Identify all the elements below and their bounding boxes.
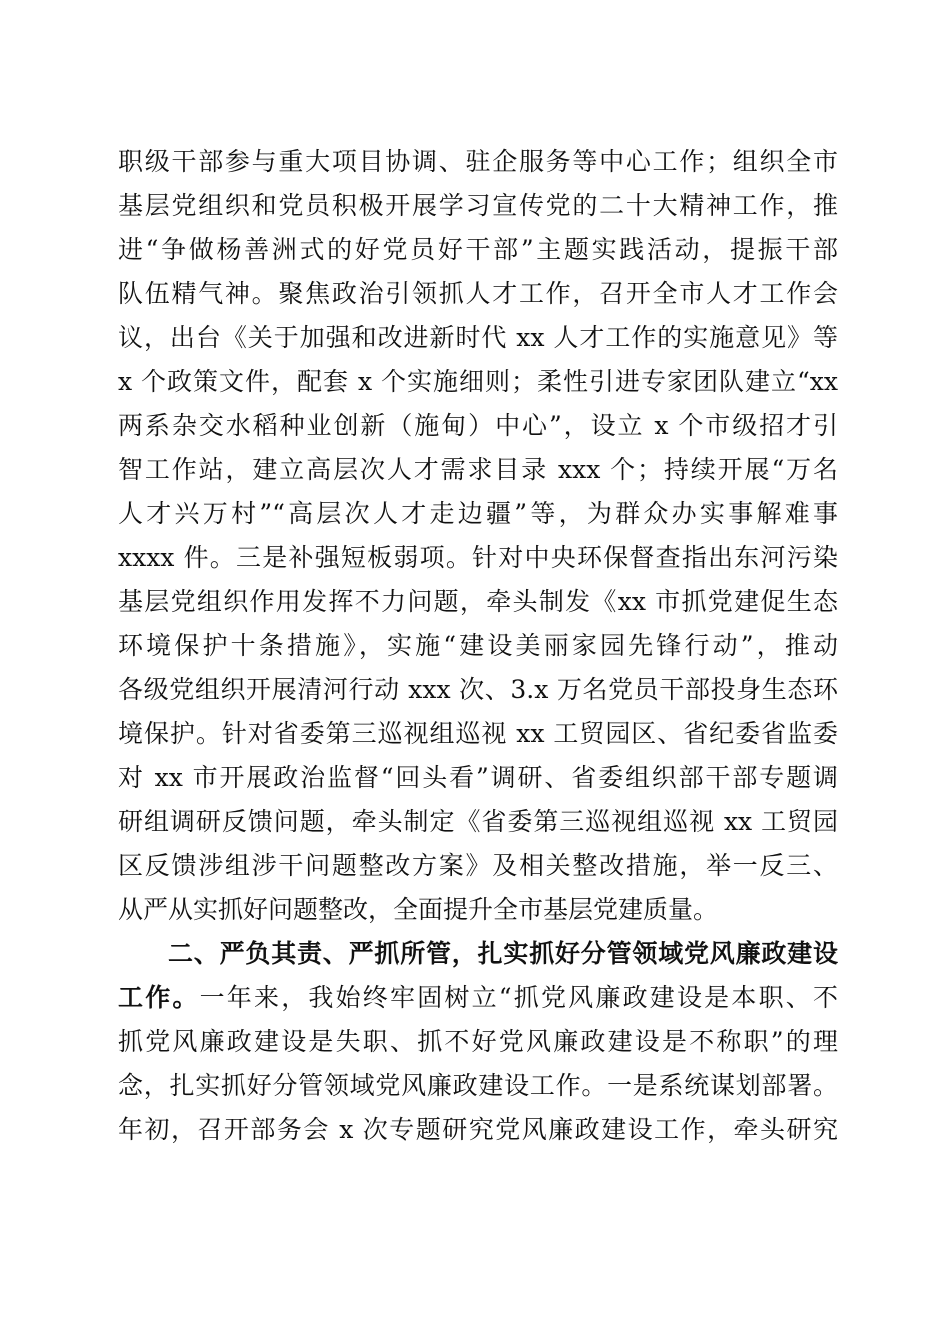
section-heading-tail: 工作。 (118, 983, 200, 1012)
paragraph-line: 年初，召开部务会 x 次专题研究党风廉政建设工作，牵头研究 (118, 1115, 838, 1144)
paragraph-line-rest: 一年来，我始终牢固树立“抓党风廉政建设是本职、不 (199, 983, 838, 1012)
paragraph-line: 两系杂交水稻种业创新（施甸）中心”，设立 x 个市级招才引 (118, 411, 838, 440)
paragraph-line: 职级干部参与重大项目协调、驻企服务等中心工作；组织全市 (118, 147, 838, 176)
paragraph-line: 抓党风廉政建设是失职、抓不好党风廉政建设是不称职”的理 (118, 1027, 838, 1056)
body-text (118, 140, 838, 1152)
paragraph-line: 研组调研反馈问题，牵头制定《省委第三巡视组巡视 xx 工贸园 (118, 807, 838, 836)
paragraph-line: 境保护。针对省委第三巡视组巡视 xx 工贸园区、省纪委省监委 (118, 719, 838, 748)
paragraph-line: 人才兴万村”“高层次人才走边疆”等，为群众办实事解难事 (118, 499, 838, 528)
paragraph-line: 智工作站，建立高层次人才需求目录 xxx 个；持续开展“万名 (118, 455, 838, 484)
paragraph-line: 区反馈涉组涉干问题整改方案》及相关整改措施，举一反三、 (118, 851, 838, 880)
paragraph-line: 队伍精气神。聚焦政治引领抓人才工作，召开全市人才工作会 (118, 279, 838, 308)
paragraph-line: xxxx 件。三是补强短板弱项。针对中央环保督查指出东河污染 (118, 543, 838, 572)
paragraph-line: 基层党组织和党员积极开展学习宣传党的二十大精神工作，推 (118, 191, 838, 220)
paragraph-line: 对 xx 市开展政治监督“回头看”调研、省委组织部干部专题调 (118, 763, 838, 792)
paragraph-last-line: 从严从实抓好问题整改，全面提升全市基层党建质量。 (118, 895, 719, 924)
paragraph-line: 议，出台《关于加强和改进新时代 xx 人才工作的实施意见》等 (118, 323, 838, 352)
paragraph-line: 环境保护十条措施》，实施“建设美丽家园先锋行动”，推动 (118, 631, 838, 660)
paragraph-line: x 个政策文件，配套 x 个实施细则；柔性引进专家团队建立“xx (118, 367, 838, 396)
paragraph-line: 念，扎实抓好分管领域党风廉政建设工作。一是系统谋划部署。 (118, 1071, 838, 1100)
paragraph-line: 基层党组织作用发挥不力问题，牵头制发《xx 市抓党建促生态 (118, 587, 838, 616)
section-heading: 二、严负其责、严抓所管，扎实抓好分管领域党风廉政建设 (168, 939, 838, 968)
heading-continuation-line (118, 976, 838, 1020)
paragraph-line: 各级党组织开展清河行动 xxx 次、3.x 万名党员干部投身生态环 (118, 675, 838, 704)
paragraph-line: 进“争做杨善洲式的好党员好干部”主题实践活动，提振干部 (118, 235, 838, 264)
